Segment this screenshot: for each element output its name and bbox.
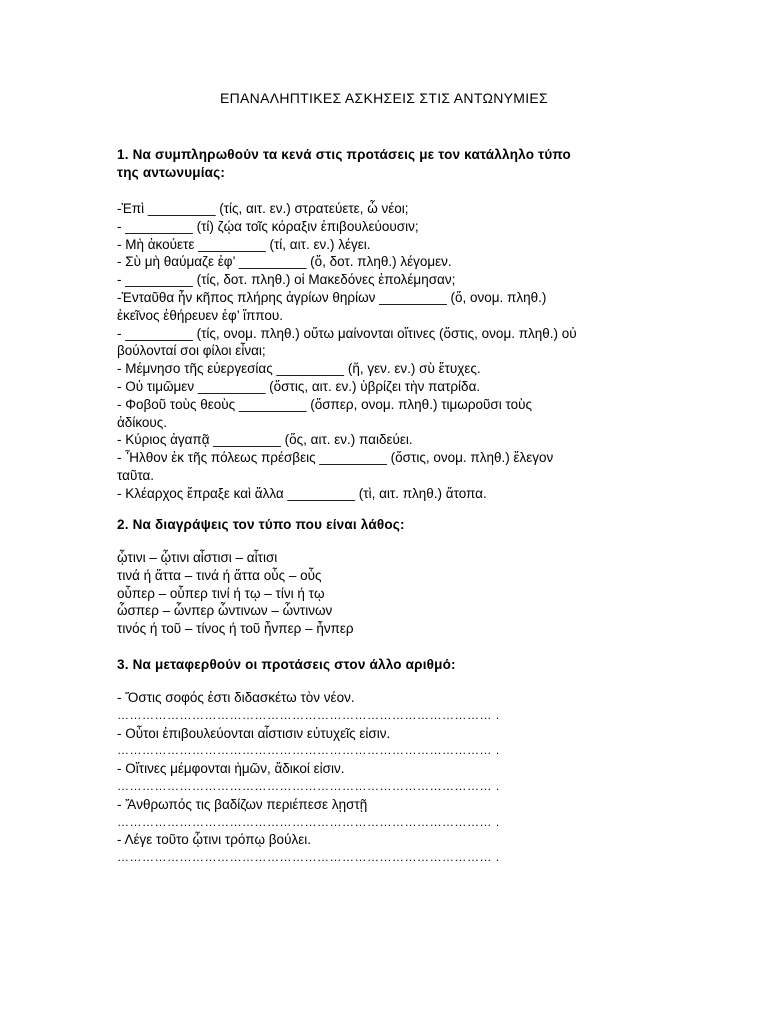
exercise-2-heading: 2. Να διαγράψεις τον τύπο που είναι λάθος: [117, 517, 405, 532]
exercise-2 [117, 516, 657, 638]
exercise-1-heading-line: της αντωνυμίας: [117, 165, 226, 180]
sentence-line: -Ἐπὶ _________ (τίς, αιτ. εν.) στρατεύετε, ὦ νέοι; [117, 201, 409, 216]
sentence-line: - Κλέαρχος ἔπραξε καὶ ἄλλα _________ (τὶ, αιτ. πληθ.) ἄτοπα. [117, 485, 487, 501]
exercise-3 [117, 656, 657, 867]
sentence-line: βούλονταί σοι φίλοι εἶναι; [117, 343, 266, 359]
answer-dotted-line: ……………………………………………………………………………… . [117, 707, 500, 722]
sentence-line: - Οὐ τιμῶμεν _________ (ὅστις, αιτ. εν.) ὑβρίζει τὴν πατρίδα. [117, 378, 481, 394]
exercise-1-heading-line: 1. Να συμπληρωθούν τα κενά στις προτάσεις με τον κατάλληλο τύπο [117, 147, 571, 162]
exercise-3-items [117, 689, 657, 867]
exercise-2-forms [117, 549, 657, 638]
answer-dotted-line: ……………………………………………………………………………… . [117, 743, 500, 758]
exercise-3-heading: 3. Να μεταφερθούν οι προτάσεις στον άλλο αριθμό: [117, 657, 456, 672]
form-line: τινά ή ἅττα – τινά ή ἅττα οὗς – οὗς [117, 567, 322, 583]
form-line: ᾧτινι – ᾧτινι αἷστισι – αἷτισι [117, 550, 278, 565]
sentence-line: - Μὴ ἀκούετε _________ (τί, αιτ. εν.) λέγει. [117, 236, 371, 252]
form-line: ὧσπερ – ὧνπερ ὧντινων – ὧντινων [117, 603, 333, 619]
sentence-line: -Ἐνταῦθα ἦν κῆπος πλήρης ἀγρίων θηρίων _________ (ὅ, ονομ. πληθ.) [117, 289, 547, 305]
sentence-line: - Σὺ μὴ θαύμαζε ἐφ’ _________ (ὅ, δοτ. πληθ.) λέγομεν. [117, 254, 452, 270]
answer-dotted-line: ……………………………………………………………………………… . [117, 778, 500, 793]
sentence-line: - Οἵτινες μέμφονται ἡμῶν, ἄδικοί εἰσιν. [117, 761, 345, 777]
sentence-line: - _________ (τίς, δοτ. πληθ.) οἱ Μακεδόνες ἐπολέμησαν; [117, 272, 456, 288]
form-line: οὗπερ – οὗπερ τινί ή τῳ – τίνι ή τῳ [117, 585, 325, 601]
answer-dotted-line: ……………………………………………………………………………… . [117, 814, 500, 829]
form-line: τινός ή τοῦ – τίνος ή τοῦ ἧνπερ – ἧνπερ [117, 621, 354, 637]
sentence-line: - Κύριος ἀγαπᾷ _________ (ὅς, αιτ. εν.) παιδεύει. [117, 432, 413, 448]
sentence-line: - Ἄνθρωπός τις βαδίζων περιέπεσε λῃστῇ [117, 796, 368, 812]
sentence-line: ἀδίκους. [117, 414, 168, 430]
page-title: ΕΠΑΝΑΛΗΠΤΙΚΕΣ ΑΣΚΗΣΕΙΣ ΣΤΙΣ ΑΝΤΩΝΥΜΙΕΣ [219, 90, 549, 106]
sentence-line: - Οὗτοι ἐπιβουλεύονται αἷστισιν εὐτυχεῖς εἰσιν. [117, 725, 391, 741]
sentence-line: ἐκεῖνος ἐθήρευεν ἐφ’ ἵππου. [117, 307, 284, 323]
sentence-line: - Λέγε τοῦτο ᾧτινι τρόπῳ βούλει. [117, 832, 311, 848]
exercise-1 [117, 146, 657, 503]
exercise-1-sentences [117, 200, 657, 503]
sentence-line: - Ὅστις σοφός ἐστι διδασκέτω τὸν νέον. [117, 690, 355, 705]
sentence-line: - _________ (τί) ζῴα τοῖς κόραξιν ἐπιβουλεύουσιν; [117, 218, 419, 234]
sentence-line: - Μέμνησο τῆς εὐεργεσίας _________ (ἥ, γεν. εν.) σὺ ἔτυχες. [117, 361, 481, 377]
answer-dotted-line: ……………………………………………………………………………… . [117, 850, 500, 865]
exercise-1-heading [117, 146, 657, 182]
sentence-line: - Φοβοῦ τοὺς θεοὺς _________ (ὅσπερ, ονομ. πληθ.) τιμωροῦσι τοὺς [117, 396, 533, 412]
sentence-line: - _________ (τίς, ονομ. πληθ.) οὕτω μαίνονται οἵτινες (ὅστις, ονομ. πληθ.) οὐ [117, 325, 577, 341]
sentence-line: ταῦτα. [117, 467, 155, 483]
sentence-line: - Ἦλθον ἐκ τῆς πόλεως πρέσβεις _________ (ὅστις, ονομ. πληθ.) ἔλεγον [117, 450, 554, 466]
